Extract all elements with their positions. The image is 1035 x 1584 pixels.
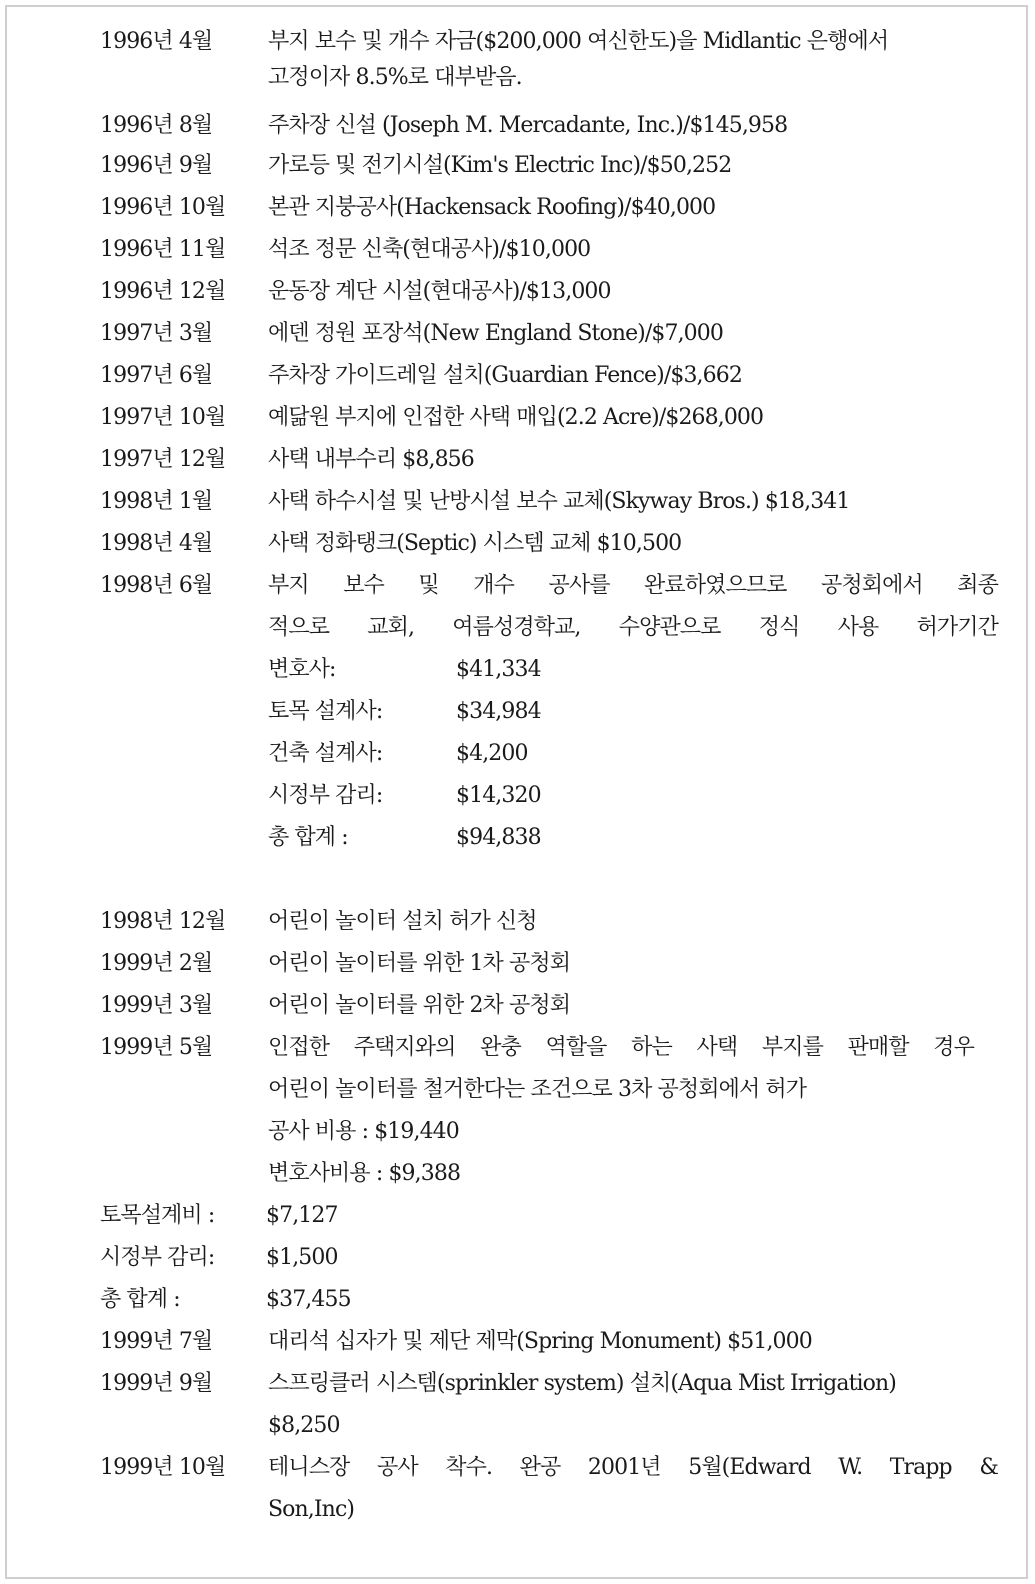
entry-text: Son,Inc) <box>268 1497 355 1522</box>
cost-label: 토목설계비 : <box>100 1203 215 1228</box>
cost-label: 변호사: <box>268 657 336 682</box>
entry-date: 1997년 10월 <box>100 405 226 430</box>
entry-text: 부지 보수 및 개수 공사를 완료하였으므로 공청회에서 최종 <box>268 573 998 598</box>
entry-text: 스프링클러 시스템(sprinkler system) 설치(Aqua Mist Irrigation) <box>268 1371 896 1396</box>
cost-value: $7,127 <box>266 1203 338 1228</box>
entry-date: 1999년 7월 <box>100 1329 213 1354</box>
total-value: $37,455 <box>266 1287 351 1312</box>
entry-text: 가로등 및 전기시설(Kim's Electric Inc)/$50,252 <box>268 153 732 178</box>
entry-text: 부지 보수 및 개수 자금($200,000 여신한도)을 Midlantic 은행에서 <box>268 29 889 54</box>
entry-text: 어린이 놀이터를 위한 1차 공청회 <box>268 951 571 976</box>
entry-date: 1999년 5월 <box>100 1035 213 1060</box>
entry-text: 주차장 신설 (Joseph M. Mercadante, Inc.)/$145,958 <box>268 113 788 138</box>
entry-text: 사택 내부수리 $8,856 <box>268 447 474 472</box>
total-label: 총 합계 : <box>268 825 348 850</box>
entry-text: 고정이자 8.5%로 대부받음. <box>268 65 522 90</box>
entry-date: 1998년 6월 <box>100 573 213 598</box>
entry-text: 에덴 정원 포장석(New England Stone)/$7,000 <box>268 321 723 346</box>
entry-date: 1996년 10월 <box>100 195 226 220</box>
entry-date: 1998년 4월 <box>100 531 213 556</box>
entry-date: 1996년 12월 <box>100 279 226 304</box>
entry-text: 변호사비용 : $9,388 <box>268 1161 461 1186</box>
entry-date: 1996년 11월 <box>100 237 226 262</box>
entry-text: 본관 지붕공사(Hackensack Roofing)/$40,000 <box>268 195 716 220</box>
cost-value: $4,200 <box>456 741 528 766</box>
entry-date: 1996년 8월 <box>100 113 213 138</box>
cost-label: 토목 설계사: <box>268 699 383 724</box>
cost-value: $1,500 <box>266 1245 338 1270</box>
entry-text: 대리석 십자가 및 제단 제막(Spring Monument) $51,000 <box>268 1329 812 1354</box>
entry-date: 1998년 12월 <box>100 909 226 934</box>
entry-date: 1996년 9월 <box>100 153 213 178</box>
total-value: $94,838 <box>456 825 541 850</box>
entry-date: 1997년 12월 <box>100 447 226 472</box>
entry-text: 적으로 교회, 여름성경학교, 수양관으로 정식 사용 허가기간 <box>268 615 998 640</box>
entry-date: 1997년 3월 <box>100 321 213 346</box>
entry-text: 사택 하수시설 및 난방시설 보수 교체(Skyway Bros.) $18,341 <box>268 489 850 514</box>
entry-date: 1999년 3월 <box>100 993 213 1018</box>
entry-text: 공사 비용 : $19,440 <box>268 1119 459 1144</box>
entry-text: 인접한 주택지와의 완충 역할을 하는 사택 부지를 판매할 경우 <box>268 1035 974 1060</box>
entry-date: 1999년 2월 <box>100 951 213 976</box>
entry-text: 테니스장 공사 착수. 완공 2001년 5월(Edward W. Trapp & <box>268 1455 998 1480</box>
cost-value: $14,320 <box>456 783 541 808</box>
total-label: 총 합계 : <box>100 1287 180 1312</box>
entry-text: 운동장 계단 시설(현대공사)/$13,000 <box>268 279 611 304</box>
entry-text: 어린이 놀이터를 위한 2차 공청회 <box>268 993 571 1018</box>
cost-value: $34,984 <box>456 699 541 724</box>
entry-date: 1998년 1월 <box>100 489 213 514</box>
entry-text: 주차장 가이드레일 설치(Guardian Fence)/$3,662 <box>268 363 742 388</box>
cost-label: 시정부 감리: <box>268 783 383 808</box>
entry-text: 사택 정화탱크(Septic) 시스템 교체 $10,500 <box>268 531 682 556</box>
entry-date: 1999년 9월 <box>100 1371 213 1396</box>
entry-text: $8,250 <box>268 1413 340 1438</box>
entry-text: 석조 정문 신축(현대공사)/$10,000 <box>268 237 591 262</box>
entry-date: 1999년 10월 <box>100 1455 226 1480</box>
entry-text: 어린이 놀이터를 철거한다는 조건으로 3차 공청회에서 허가 <box>268 1077 807 1102</box>
entry-text: 예닮원 부지에 인접한 사택 매입(2.2 Acre)/$268,000 <box>268 405 764 430</box>
cost-label: 건축 설계사: <box>268 741 383 766</box>
entry-text: 어린이 놀이터 설치 허가 신청 <box>268 909 537 934</box>
cost-label: 시정부 감리: <box>100 1245 215 1270</box>
entry-date: 1997년 6월 <box>100 363 213 388</box>
cost-value: $41,334 <box>456 657 541 682</box>
entry-date: 1996년 4월 <box>100 29 213 54</box>
